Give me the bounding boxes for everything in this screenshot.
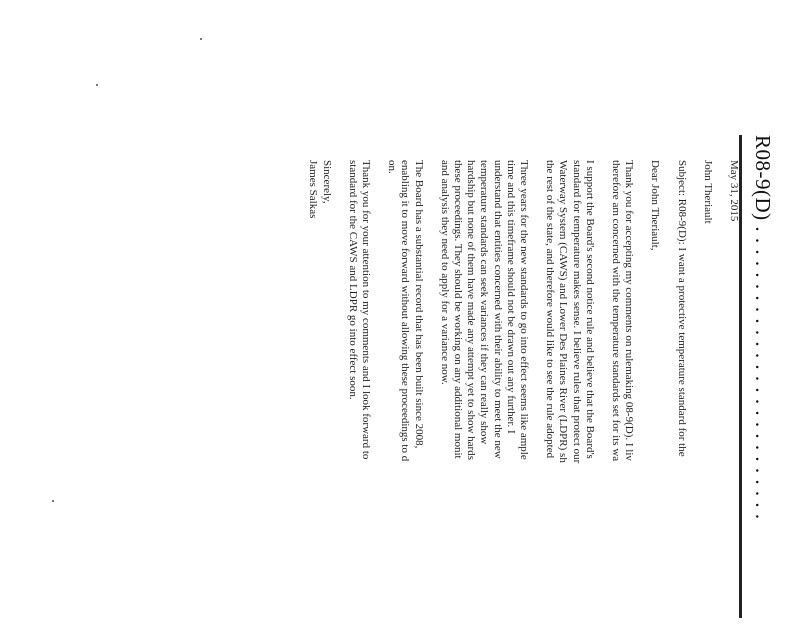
paragraph-1-line: Thank you for accepting my comments on rulemaking 08-9(D). I liv xyxy=(623,160,636,461)
paragraph-4-line: The Board has a substantial record that has been built since 2008, xyxy=(412,160,425,449)
paragraph-3-line: temperature standards can seek variances if they can really show xyxy=(478,160,491,445)
paragraph-2-line: I support the Board's second notice rule and believe that the Board's xyxy=(583,160,596,459)
scan-speck xyxy=(52,500,54,502)
scan-speck xyxy=(200,38,202,40)
closing: Sincerely, xyxy=(320,160,333,204)
letter-date: May 31, 2015 xyxy=(728,160,740,222)
paragraph-3-line: and analysis they need to apply for a variance now. xyxy=(438,160,451,385)
paragraph-2-line: the rest of the state, and therefore would like to see the rule adopted xyxy=(544,160,557,459)
signature-name: James Salkas xyxy=(307,160,320,219)
paragraph-3-line: hardship but none of them have made any attempt yet to show hards xyxy=(465,160,478,460)
salutation: Dear John Theriault, xyxy=(649,160,662,251)
paragraph-2-line: standard for temperature makes sense. I believe rules that protect our xyxy=(570,160,583,464)
paragraph-4-line: on. xyxy=(386,160,399,174)
scan-speck xyxy=(96,84,98,86)
letter-body xyxy=(306,160,740,630)
paragraph-4-line: enabling it to move forward without allowing these proceedings to d xyxy=(399,160,412,462)
paragraph-2-line: Waterway System (CAWS) and Lower Des Plaines River (LDPR) sh xyxy=(557,160,570,463)
paragraph-5-line: Thank you for your attention to my comments and I look forward to xyxy=(359,160,372,460)
paragraph-1-line: therefore am concerned with the temperature standards set for its wa xyxy=(609,160,622,462)
paragraph-3-line: these proceedings. They should be working on any additional monit xyxy=(451,160,464,459)
paragraph-3-line: Three years for the new standards to go into effect seems like ample xyxy=(517,160,530,460)
paragraph-3-line: time and this timeframe should not be drawn out any further. I xyxy=(504,160,517,434)
paragraph-5-line: standard for the CAWS and LDPR go into effect soon. xyxy=(346,160,359,400)
subject-line: Subject: R08-9(D): I want a protective temperature standard for the xyxy=(675,160,688,457)
sender-name: John Theriault xyxy=(701,160,714,224)
docket-heading: R08-9(D) . . . . . . . . . . . . . . . . . . . . . . . . . . xyxy=(751,135,775,520)
paragraph-3-line: understand that entities concerned with their ability to meet the new xyxy=(491,160,504,459)
